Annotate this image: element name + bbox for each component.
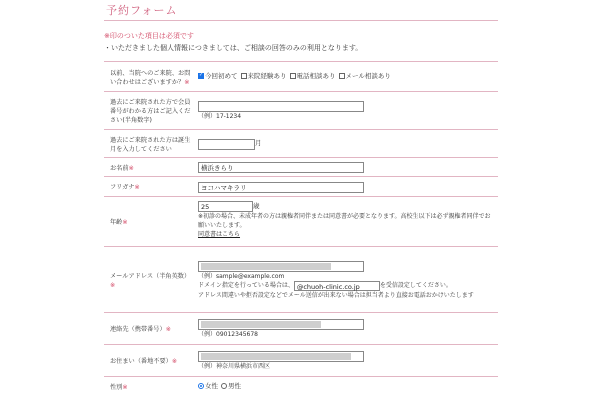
email-input[interactable]: [198, 261, 364, 272]
kana-input[interactable]: ヨコハマキラリ: [198, 182, 364, 193]
phone-value-masked: [201, 321, 321, 328]
member-number-input[interactable]: [198, 101, 364, 112]
checkbox-first-checked[interactable]: [198, 73, 204, 79]
label-member-number: 過去にご来院された方で会員番号がわかる方はご記入ください(半角数字): [110, 99, 191, 124]
required-mark: ※: [110, 281, 116, 289]
email-note: アドレス間違いや拒否設定などでメール送信が出来ない場合は担当者より直接お電話おかけいたします: [198, 291, 474, 299]
row-gender: [104, 377, 498, 395]
visit-option-visited[interactable]: 来院経験あり: [241, 72, 287, 82]
privacy-note: ・いただきました個人情報につきましては、ご相談の回答のみの利用となります。: [104, 44, 363, 52]
domain-suffix: を受信設定してください。: [379, 282, 452, 289]
required-note: ※印のついた項目は必須です: [104, 32, 194, 40]
row-name: [104, 158, 498, 177]
age-note: ※初診の場合、未成年者の方は親権者同伴または同意書が必要となります。高校生以下は必ず親権者同伴でお願いいたします。: [198, 213, 491, 229]
birth-month-unit: 月: [255, 139, 262, 148]
label-gender: 性別※: [110, 383, 128, 391]
label-phone: 連絡先（携帯番号）※: [110, 326, 171, 333]
age-unit: 歳: [253, 201, 260, 210]
phone-input[interactable]: [198, 319, 364, 330]
email-value-masked: [201, 263, 331, 270]
required-mark: ※: [134, 184, 140, 191]
name-input[interactable]: 横浜きらり: [198, 162, 364, 173]
required-mark: ※: [122, 383, 128, 391]
visit-option-mail[interactable]: メール相談あり: [339, 72, 391, 82]
row-age: [104, 197, 498, 247]
required-mark: ※: [184, 78, 190, 86]
label-age: 年齢※: [110, 219, 128, 226]
consent-form-link[interactable]: 同意書はこちら: [198, 231, 241, 238]
visit-option-phone[interactable]: 電話相談あり: [290, 72, 336, 82]
row-address: [104, 345, 498, 377]
visit-history-options: [196, 62, 498, 91]
address-hint: （例）神奈川県横浜市西区: [198, 363, 271, 370]
age-input[interactable]: 25: [198, 201, 253, 212]
required-mark: ※: [165, 326, 171, 333]
reservation-form: [104, 61, 498, 395]
label-visit-history: 以前、当院へのご来院、お問い合わせはございますか？※: [110, 69, 191, 86]
label-kana: フリガナ※: [110, 184, 140, 191]
visit-option-first[interactable]: ✓今回初めて: [198, 72, 238, 82]
row-phone: [104, 313, 498, 345]
row-birth-month: [104, 130, 498, 158]
gender-option-male[interactable]: 男性: [221, 382, 241, 392]
required-mark: ※: [122, 219, 128, 226]
row-member-number: [104, 92, 498, 130]
label-address: お住まい（番地不要）※: [110, 358, 178, 365]
email-hint: （例）sample@example.com: [198, 272, 285, 280]
title-divider: [104, 20, 498, 21]
row-kana: [104, 177, 498, 197]
radio-female-selected[interactable]: [198, 383, 204, 389]
checkbox-mail[interactable]: [339, 73, 345, 79]
label-name: お名前※: [110, 164, 134, 172]
member-number-hint: （例）17-1234: [198, 113, 242, 120]
domain-field[interactable]: @chuoh-clinic.co.jp: [294, 281, 380, 291]
radio-male[interactable]: [221, 383, 227, 389]
address-value-masked: [201, 353, 351, 360]
label-birth-month: 過去にご来院された方は誕生月を入力してください: [110, 136, 191, 153]
phone-hint: （例）09012345678: [198, 331, 258, 338]
address-input[interactable]: [198, 351, 364, 362]
required-mark: ※: [171, 358, 178, 365]
label-email: メールアドレス（半角英数）※: [110, 272, 191, 289]
page-title: 予約フォーム: [106, 4, 178, 17]
required-mark: ※: [128, 164, 134, 172]
row-visit-history: [104, 62, 498, 92]
checkbox-phone[interactable]: [290, 73, 296, 79]
checkbox-visited[interactable]: [241, 73, 247, 79]
birth-month-input[interactable]: [198, 139, 255, 150]
gender-option-female[interactable]: 女性: [198, 382, 218, 392]
domain-prefix: ドメイン指定を行っている場合は、: [198, 282, 294, 289]
row-email: [104, 247, 498, 313]
